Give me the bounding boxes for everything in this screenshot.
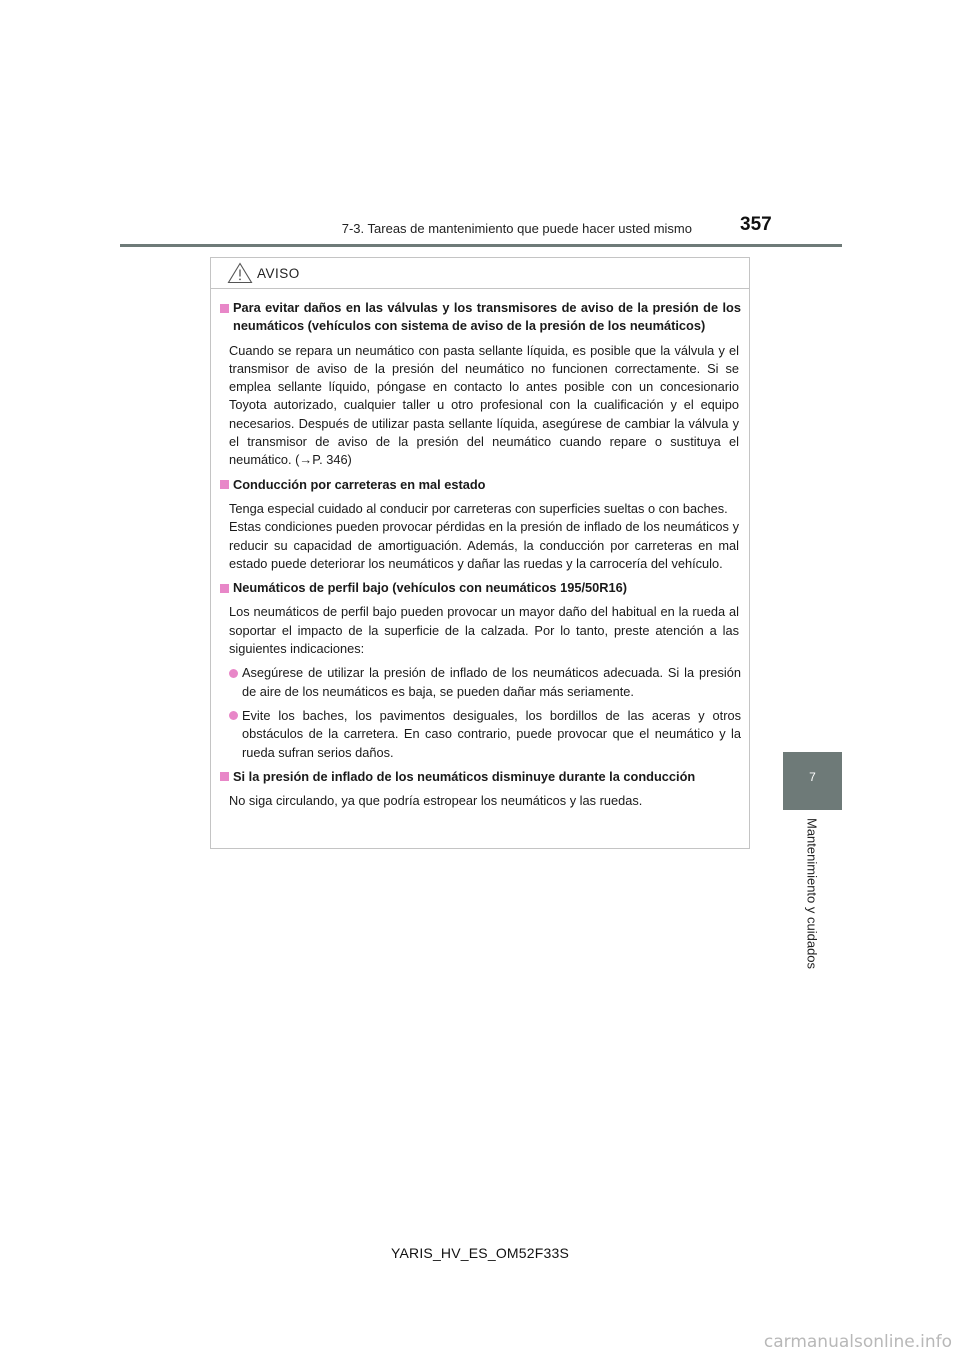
item-paragraph: Cuando se repara un neumático con pasta sellante líquida, es posible que la válvula y el transmisor de aviso de la presión del neumático no funcionen correctamente. Si se emplea sellante líquido, póngase en contacto lo antes posible con un concesionario Toyota autorizado, cualquier taller u otro profesional con la cualificación y el equipo necesarios. Después de utilizar pasta sellante líquida, asegúrese de cambiar la válvula y el transmisor de aviso de la presión del neumático cuando repare o sustituya el neumático. (→P. 346) (229, 342, 739, 468)
running-header-section: 7-3. Tareas de mantenimiento que puede hacer usted mismo (341, 221, 692, 236)
item-paragraph: Tenga especial cuidado al conducir por carreteras con superficies sueltas o con baches. (229, 500, 728, 516)
warning-body (211, 289, 749, 810)
warning-triangle-icon (227, 262, 253, 284)
item-heading: Conducción por carreteras en mal estado (233, 476, 486, 492)
square-bullet-icon (220, 584, 229, 593)
warning-item-valves (219, 299, 741, 470)
warning-box (210, 257, 750, 849)
watermark: carmanualsonline.info (763, 1332, 952, 1352)
warning-item-bad-roads (219, 476, 741, 573)
list-item: Asegúrese de utilizar la presión de inflado de los neumáticos adecuada. Si la presión de aire de los neumáticos es baja, se pueden dañar más seriamente. (229, 664, 741, 701)
item-heading: Para evitar daños en las válvulas y los transmisores de aviso de la presión de los neumáticos (vehículos con sistema de aviso de la presión de los neumáticos) (233, 300, 741, 334)
page-number: 357 (740, 214, 772, 235)
item-paragraph: Estas condiciones pueden provocar pérdidas en la presión de inflado de los neumáticos y reducir su capacidad de amortiguación. Además, la conducción por carreteras en mal estado puede deteriorar los neumáticos y dañar las ruedas y la carrocería del vehículo. (229, 519, 739, 571)
warning-item-pressure-drop (219, 768, 741, 811)
item-heading: Si la presión de inflado de los neumáticos disminuye durante la conducción (233, 768, 696, 784)
chapter-tab (783, 752, 842, 810)
round-bullet-icon (229, 669, 238, 678)
manual-code: YARIS_HV_ES_OM52F33S (390, 1245, 570, 1261)
list-item: Evite los baches, los pavimentos desiguales, los bordillos de las aceras y otros obstáculos de la carretera. En caso contrario, puede provocar que el neumático y la rueda sufran serios daños. (229, 707, 741, 762)
square-bullet-icon (220, 772, 229, 781)
item-heading: Neumáticos de perfil bajo (vehículos con neumáticos 195/50R16) (233, 580, 627, 596)
square-bullet-icon (220, 304, 229, 313)
chapter-number: 7 (809, 770, 816, 784)
item-paragraph: No siga circulando, ya que podría estropear los neumáticos y las ruedas. (229, 793, 643, 809)
round-bullet-icon (229, 711, 238, 720)
warning-item-low-profile (219, 579, 741, 762)
warning-title: AVISO (257, 265, 300, 281)
warning-header (211, 258, 749, 289)
header-divider (120, 244, 842, 247)
item-paragraph: Los neumáticos de perfil bajo pueden provocar un mayor daño del habitual en la rueda al soportar el impacto de la superficie de la calzada. Por lo tanto, preste atención a las siguientes indicaciones: (229, 604, 739, 657)
chapter-title-vertical: Mantenimiento y cuidados (804, 818, 820, 970)
square-bullet-icon (220, 480, 229, 489)
